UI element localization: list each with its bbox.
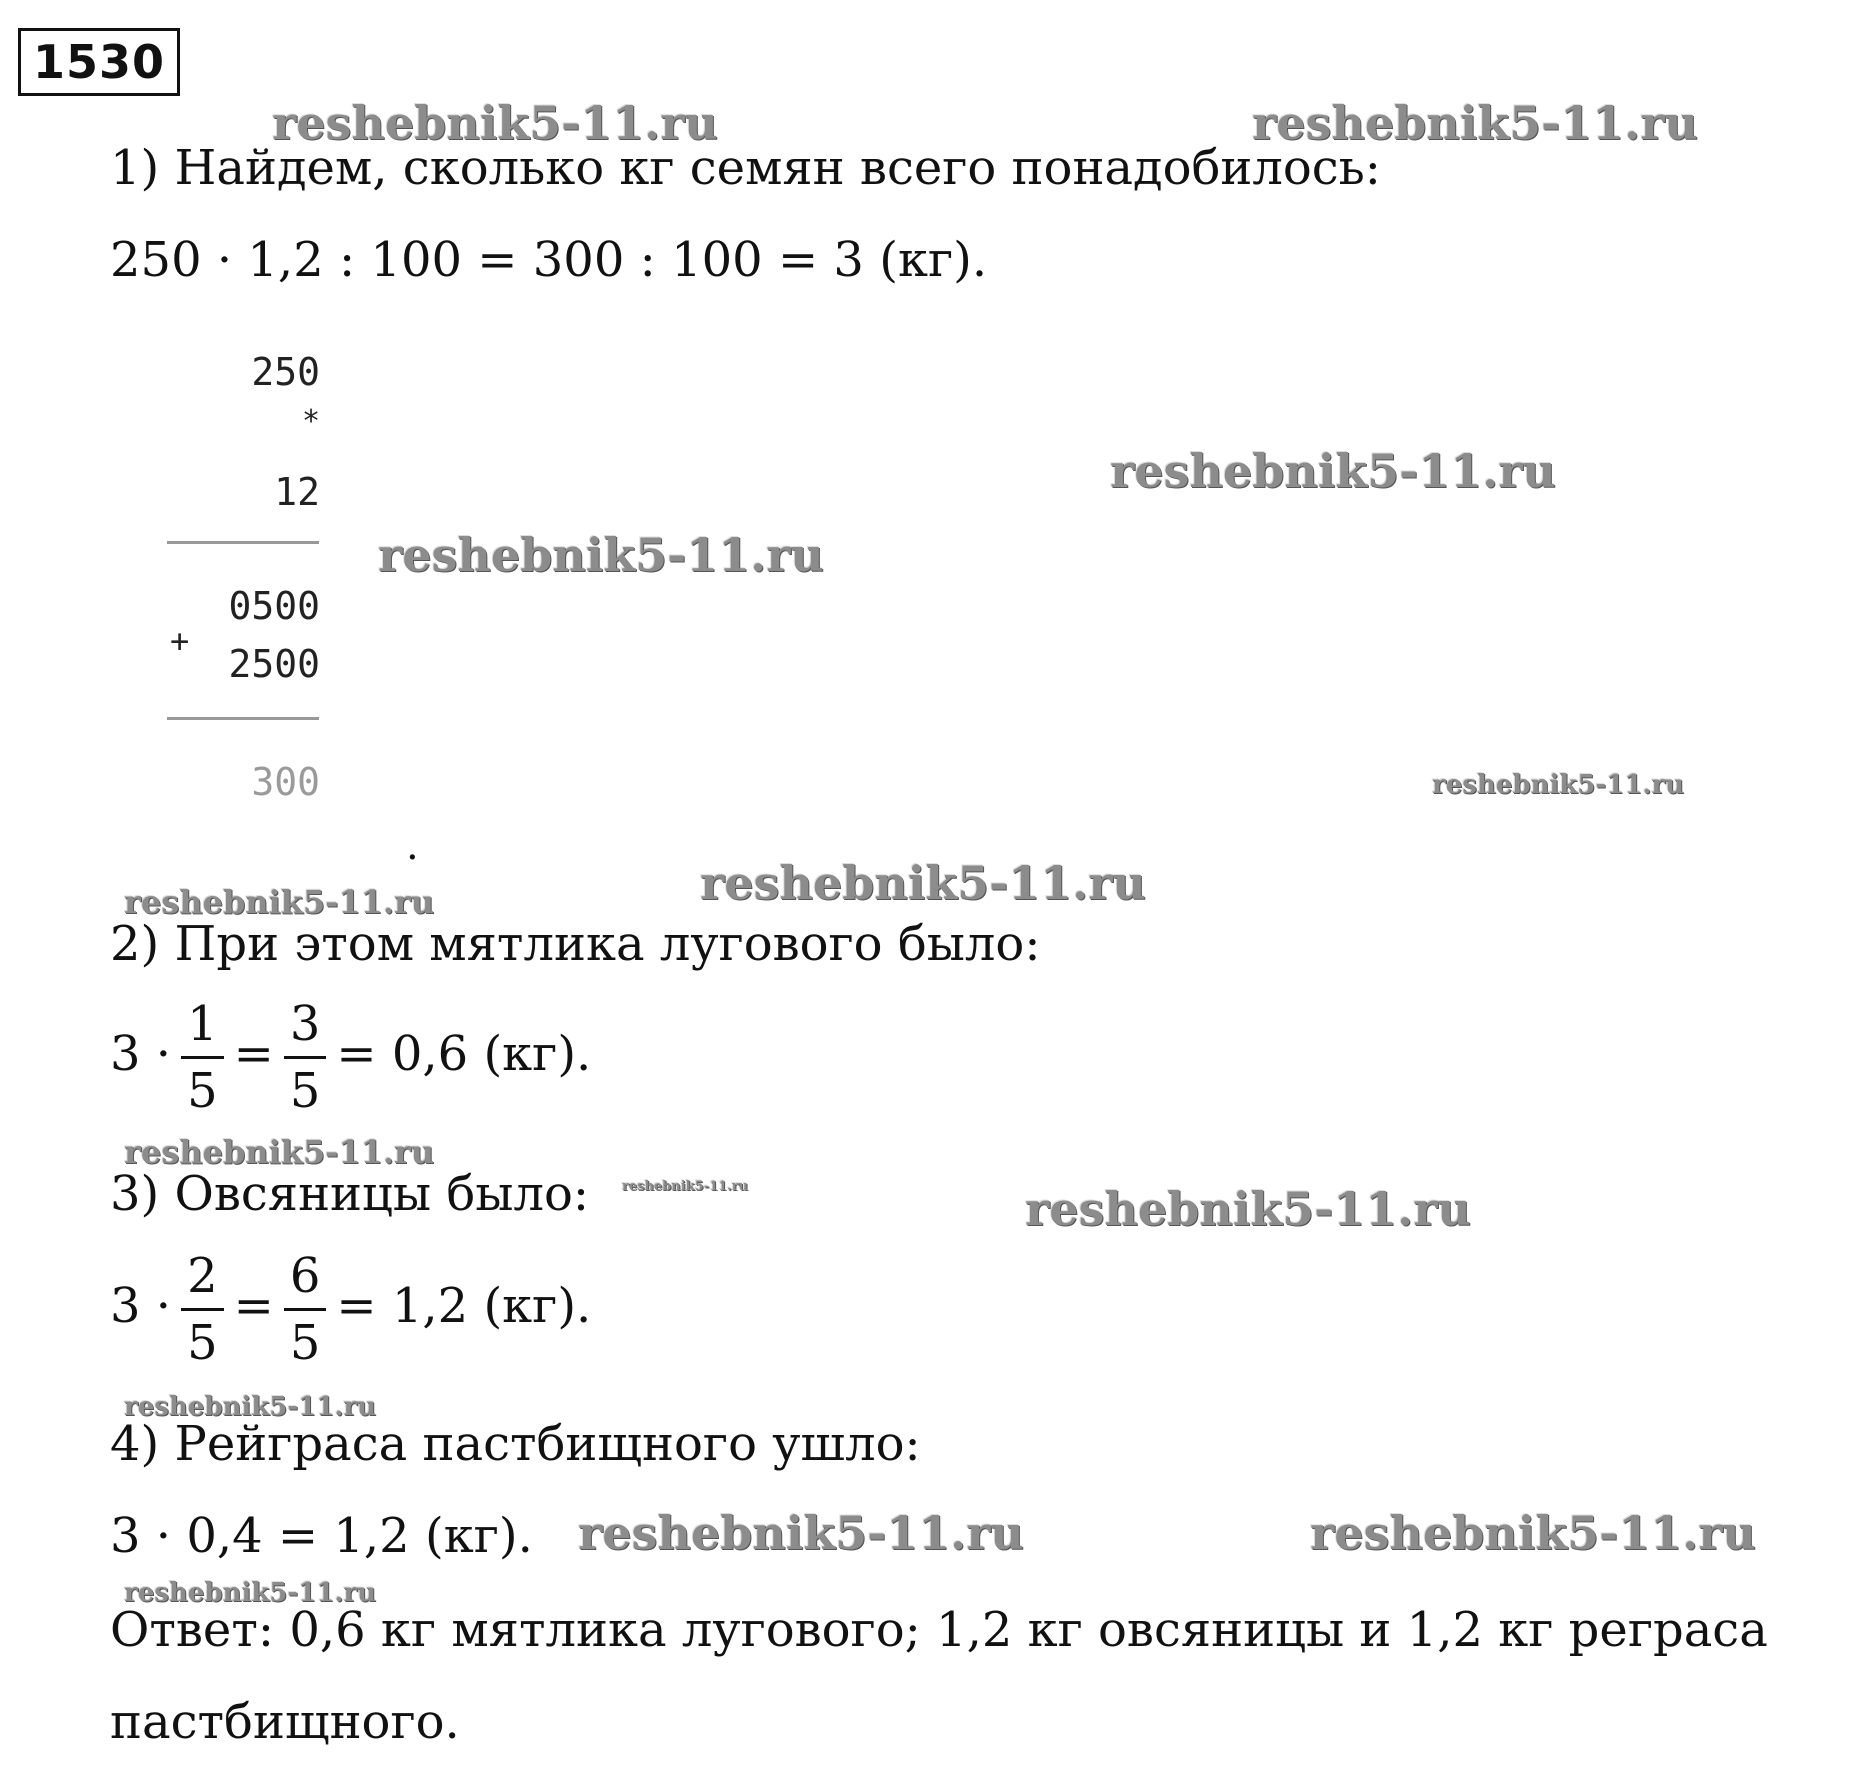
watermark: reshebnik5-11.ru [700,856,1146,910]
watermark: reshebnik5-11.ru [124,1133,435,1171]
fraction [181,1250,224,1369]
step3-tail: = 1,2 (кг). [336,1278,592,1334]
watermark: reshebnik5-11.ru [272,96,718,150]
fraction-denominator: 5 [289,1315,321,1371]
step2-tail: = 0,6 (кг). [336,1026,592,1082]
step1-formula: 250 · 1,2 : 100 = 300 : 100 = 3 (кг). [110,232,988,288]
task-number: 1530 [18,28,180,96]
fraction [284,998,327,1117]
column-plus-sign: + [170,622,190,660]
fraction-numerator: 2 [181,1250,224,1311]
step4-text: 4) Рейграса пастбищного ушло: [110,1416,921,1472]
step3-formula [110,1250,591,1369]
fraction [181,998,224,1117]
fraction-numerator: 1 [181,998,224,1059]
step1-text: 1) Найдем, сколько кг семян всего понадобилось: [110,140,1381,196]
step3-lead: 3 · [110,1278,172,1334]
watermark: reshebnik5-11.ru [578,1506,1024,1560]
step2-formula [110,998,591,1117]
stray-dot: . [406,823,419,869]
fraction-numerator: 3 [284,998,327,1059]
step2-lead: 3 · [110,1026,172,1082]
fraction [284,1250,327,1369]
equals-sign: = [233,1278,274,1334]
step2-text: 2) При этом мятлика лугового было: [110,916,1041,972]
watermark: reshebnik5-11.ru [1432,770,1685,800]
watermark: reshebnik5-11.ru [124,1392,377,1422]
answer-line-2: пастбищного. [110,1694,460,1750]
fraction-numerator: 6 [284,1250,327,1311]
watermark: reshebnik5-11.ru [622,1179,749,1194]
watermark: reshebnik5-11.ru [124,883,435,921]
step4-formula: 3 · 0,4 = 1,2 (кг). [110,1508,533,1564]
column-partial-1: 0500 [228,584,320,628]
column-multiply-sign: * [301,404,320,439]
watermark: reshebnik5-11.ru [124,1578,377,1608]
watermark: reshebnik5-11.ru [1025,1182,1471,1236]
column-rule [167,717,319,720]
step3-text: 3) Овсяницы было: [110,1166,590,1222]
equals-sign: = [233,1026,274,1082]
answer-line-1: Ответ: 0,6 кг мятлика лугового; 1,2 кг овсяницы и 1,2 кг реграса [110,1602,1768,1658]
watermark: reshebnik5-11.ru [378,528,824,582]
column-factor-b: 12 [274,470,320,514]
column-rule [167,541,319,544]
fraction-denominator: 5 [187,1063,218,1119]
watermark: reshebnik5-11.ru [1310,1506,1756,1560]
fraction-denominator: 5 [187,1315,218,1371]
watermark: reshebnik5-11.ru [1252,96,1698,150]
column-result: 300 [251,760,320,804]
watermark: reshebnik5-11.ru [1110,444,1556,498]
fraction-denominator: 5 [289,1063,321,1119]
column-partial-2: 2500 [228,642,320,686]
column-factor-a: 250 [251,350,320,394]
